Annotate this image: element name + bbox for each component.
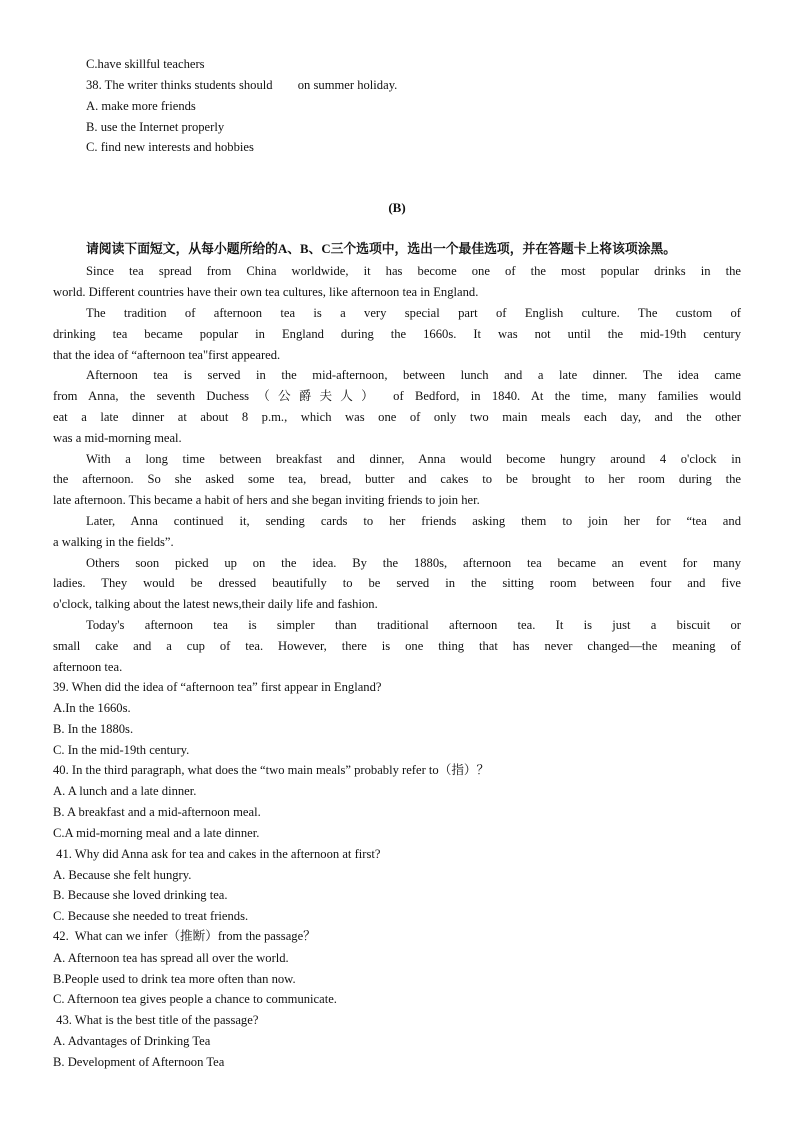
q41-stem: 41. Why did Anna ask for tea and cakes in the afternoon at first? [53, 847, 381, 861]
passage-p2-line2: drinking tea became popular in England during the 1660s. It was not until the mid-19th century [53, 327, 741, 341]
q39-option-a: A.In the 1660s. [53, 701, 131, 715]
q42-option-b: B.People used to drink tea more often than now. [53, 972, 296, 986]
q39-option-c: C. In the mid-19th century. [53, 743, 190, 757]
passage-p3-line3: eat a late dinner at about 8 p.m., which was one of only two main meals each day, and the other [53, 410, 741, 424]
q40-option-a: A. A lunch and a late dinner. [53, 784, 197, 798]
passage-p6-line3: o'clock, talking about the latest news,their daily life and fashion. [53, 597, 378, 611]
q39-stem: 39. When did the idea of “afternoon tea” first appear in England? [53, 680, 382, 694]
q43-option-a: A. Advantages of Drinking Tea [53, 1034, 211, 1048]
passage-p5-line2: a walking in the fields”. [53, 535, 174, 549]
q40-option-b: B. A breakfast and a mid-afternoon meal. [53, 805, 261, 819]
q38-stem: 38. The writer thinks students should on summer holiday. [86, 78, 398, 92]
q43-stem: 43. What is the best title of the passage? [53, 1013, 259, 1027]
passage-p4-line3: late afternoon. This became a habit of hers and she began inviting friends to join her. [53, 493, 480, 507]
passage-p3-line2: from Anna, the seventh Duchess（公爵夫人） of Bedford, in 1840. At the time, many families would [53, 389, 741, 403]
passage-p1-line2: world. Different countries have their own tea cultures, like afternoon tea in England. [53, 285, 479, 299]
passage-p7-line3: afternoon tea. [53, 660, 123, 674]
q37-option-c: C.have skillful teachers [86, 57, 205, 71]
passage-p7-line2: small cake and a cup of tea. However, there is one thing that has never changed—the meaning of [53, 639, 741, 653]
passage-p2-line3: that the idea of “afternoon tea"first appeared. [53, 348, 281, 362]
q42-stem: 42. What can we infer（推断）from the passage？ [53, 929, 316, 943]
q42-option-c: C. Afternoon tea gives people a chance to communicate. [53, 992, 337, 1006]
q38-option-b: B. use the Internet properly [86, 120, 225, 134]
passage-p4-line1: With a long time between breakfast and dinner, Anna would become hungry around 4 o'clock in [86, 452, 741, 466]
q41-option-b: B. Because she loved drinking tea. [53, 888, 228, 902]
passage-p6-line1: Others soon picked up on the idea. By the 1880s, afternoon tea became an event for many [86, 556, 741, 570]
passage-p3-line4: was a mid-morning meal. [53, 431, 182, 445]
passage-p1-line1: Since tea spread from China worldwide, it has become one of the most popular drinks in the [86, 264, 741, 278]
q40-option-c: C.A mid-morning meal and a late dinner. [53, 826, 260, 840]
q39-option-b: B. In the 1880s. [53, 722, 134, 736]
section-title: (B) [388, 200, 406, 215]
q43-option-b: B. Development of Afternoon Tea [53, 1055, 225, 1069]
passage-p5-line1: Later, Anna continued it, sending cards to her friends asking them to join her for “tea and [86, 514, 741, 528]
q41-option-a: A. Because she felt hungry. [53, 868, 192, 882]
q38-option-a: A. make more friends [86, 99, 196, 113]
passage-p2-line1: The tradition of afternoon tea is a very special part of English culture. The custom of [86, 306, 741, 320]
passage-p3-line1: Afternoon tea is served in the mid-afternoon, between lunch and a late dinner. The idea came [86, 368, 741, 382]
passage-p7-line1: Today's afternoon tea is simpler than traditional afternoon tea. It is just a biscuit or [86, 618, 741, 632]
q42-option-a: A. Afternoon tea has spread all over the world. [53, 951, 289, 965]
q41-option-c: C. Because she needed to treat friends. [53, 909, 249, 923]
passage-p4-line2: the afternoon. So she asked some tea, bread, butter and cakes to be brought to her room during the [53, 472, 741, 486]
q40-stem: 40. In the third paragraph, what does the “two main meals” probably refer to（指）？ [53, 763, 490, 777]
instruction: 请阅读下面短文，从每小题所给的A、B、C三个选项中，选出一个最佳选项，并在答题卡上将该项涂黑。 [86, 242, 677, 256]
passage-p6-line2: ladies. They would be dressed beautifully to be served in the sitting room between four and five [53, 576, 741, 590]
q38-option-c: C. find new interests and hobbies [86, 140, 254, 154]
